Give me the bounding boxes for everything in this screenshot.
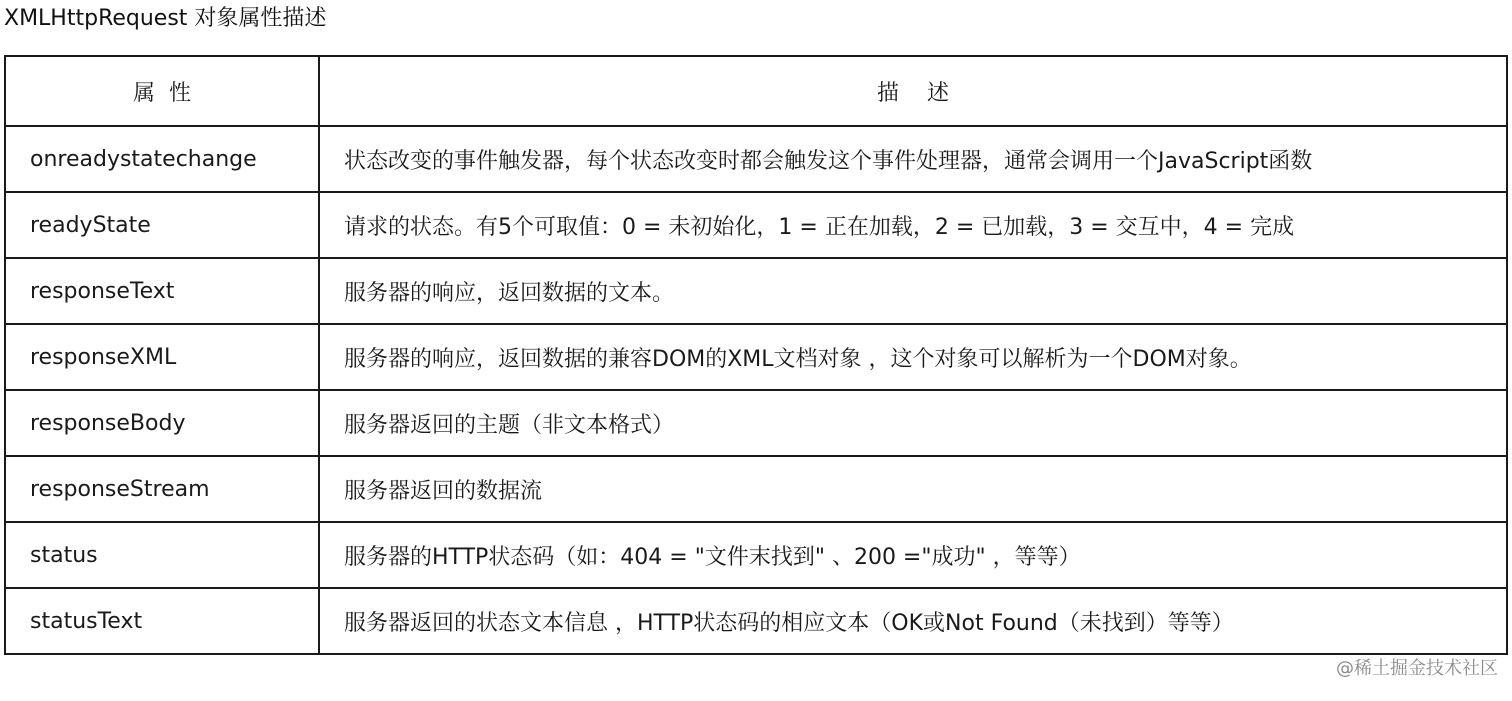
property-name: responseXML [5, 324, 319, 390]
table-row [5, 258, 1507, 324]
page-title: XMLHttpRequest 对象属性描述 [4, 6, 327, 31]
table-row [5, 324, 1507, 390]
table-row [5, 390, 1507, 456]
property-name: status [5, 522, 319, 588]
property-description: 状态改变的事件触发器，每个状态改变时都会触发这个事件处理器，通常会调用一个JavaScript函数 [319, 126, 1507, 192]
property-description: 请求的状态。有5个可取值：0 = 未初始化，1 = 正在加载，2 = 已加载，3 = 交互中，4 = 完成 [319, 192, 1507, 258]
header-attribute: 属 性 [5, 56, 319, 126]
property-description: 服务器返回的状态文本信息 ，HTTP状态码的相应文本（OK或Not Found（未找到）等等） [319, 588, 1507, 654]
property-name: responseStream [5, 456, 319, 522]
property-name: responseText [5, 258, 319, 324]
table-row [5, 456, 1507, 522]
table-row [5, 522, 1507, 588]
property-description: 服务器的响应，返回数据的文本。 [319, 258, 1507, 324]
header-description: 描 述 [319, 56, 1507, 126]
table-row [5, 588, 1507, 654]
property-name: responseBody [5, 390, 319, 456]
property-description: 服务器的HTTP状态码（如：404 = "文件末找到" 、200 ="成功" ，等等） [319, 522, 1507, 588]
property-name: readyState [5, 192, 319, 258]
property-name: onreadystatechange [5, 126, 319, 192]
attribute-table [4, 55, 1508, 655]
property-description: 服务器的响应，返回数据的兼容DOM的XML文档对象 ，这个对象可以解析为一个DOM对象。 [319, 324, 1507, 390]
table-header-row [5, 56, 1507, 126]
property-name: statusText [5, 588, 319, 654]
property-description: 服务器返回的数据流 [319, 456, 1507, 522]
watermark: @稀土掘金技术社区 [1336, 658, 1498, 679]
table-row [5, 192, 1507, 258]
property-description: 服务器返回的主题（非文本格式） [319, 390, 1507, 456]
table-row [5, 126, 1507, 192]
